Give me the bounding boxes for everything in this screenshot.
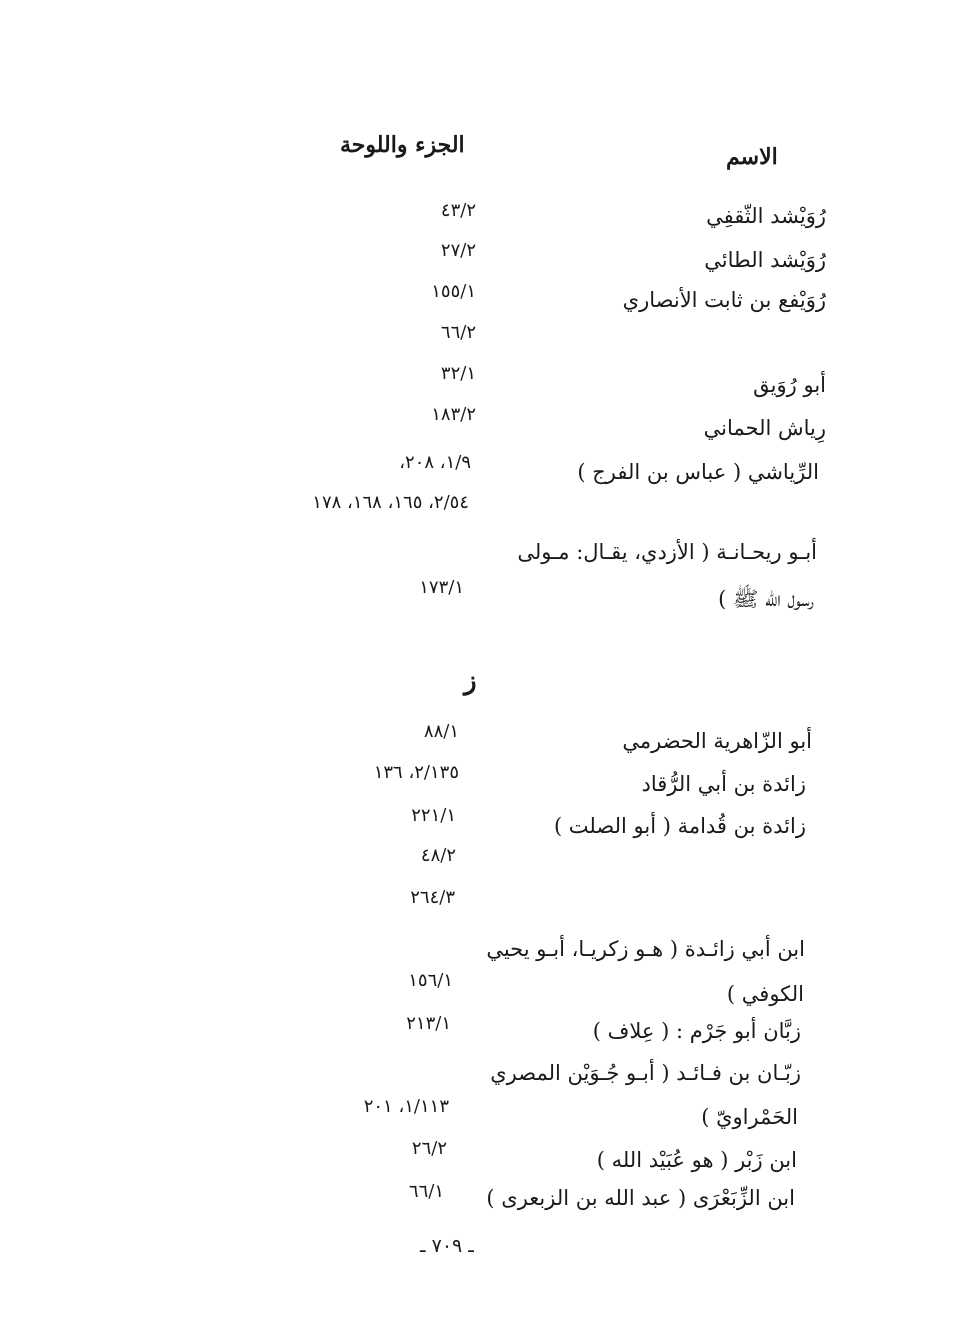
entry-ref: ١/١١٣، ٢٠١	[363, 1096, 449, 1117]
column-header-name: الاسم	[726, 144, 778, 170]
entry-ref: ١٧٣/١	[419, 577, 464, 598]
entry-ref: ٢٦/٢	[411, 1138, 447, 1159]
entry-ref: ١٨٣/٢	[431, 404, 476, 425]
entry-ref: ٣٢/١	[440, 363, 476, 384]
entry-ref: ٦٦/٢	[440, 322, 476, 343]
entry-ref: ٢/١٣٥، ١٣٦	[373, 762, 459, 783]
entry-name: رُوَيْفع بن ثابت الأنصاري	[622, 288, 826, 312]
column-header-volume-plate: الجزء واللوحة	[340, 132, 465, 158]
page-number: ـ ٧٠٩ ـ	[420, 1235, 474, 1257]
entry-name: ابن الزِّبَعْرَى ( عبد الله بن الزبعرى )	[486, 1186, 795, 1210]
entry-ref: ٦٦/١	[408, 1181, 444, 1202]
entry-name: زبّـان بن فـائـد ( أبـو جُـوَيْن المصري	[490, 1061, 801, 1085]
entry-ref: ٤٣/٢	[440, 200, 476, 221]
entry-name: رُوَيْشد الطائي	[704, 248, 826, 272]
entry-ref: ٢٦٤/٣	[410, 887, 455, 908]
entry-name: الكوفي )	[726, 982, 804, 1006]
entry-name: الرِّياشي ( عباس بن الفرج )	[577, 460, 819, 484]
entry-name: أبو الزّاهرية الحضرمي	[622, 729, 812, 753]
entry-name: رِياش الحماني	[703, 416, 826, 440]
entry-ref: ٢٢١/١	[411, 805, 456, 826]
entry-name: ابن أبي زائـدة ( هـو زكريـا، أبـو يحيي	[486, 937, 805, 961]
entry-ref: ٢١٣/١	[406, 1013, 451, 1034]
entry-ref: ٢٧/٢	[440, 240, 476, 261]
entry-name: أبو رُوَيق	[753, 373, 826, 397]
section-letter: ز	[464, 666, 477, 696]
entry-ref: ٨٨/١	[423, 721, 459, 742]
entry-ref: ١٥٦/١	[408, 970, 453, 991]
entry-name: زائدة بن قُدامة ( أبو الصلت )	[553, 814, 806, 838]
entry-ref: ١٥٥/١	[431, 281, 476, 302]
entry-name: زبَّان أبو جَرْم : ( عِلاف )	[592, 1019, 801, 1043]
entry-ref: ٤٨/٢	[420, 845, 456, 866]
entry-name: رسول الله ﷺ )	[718, 587, 814, 611]
entry-name: الحَمْراويّ )	[701, 1105, 798, 1129]
entry-name: أبـو ريحـانـة ( الأزدي، يقـال: مـولى	[517, 540, 817, 564]
entry-name: ابن زَبْر ( هو عُبَيْد الله )	[596, 1148, 797, 1172]
entry-name: رُوَيْشد الثّقفِي	[706, 204, 826, 228]
entry-name: زائدة بن أبي الرُّقاد	[641, 772, 806, 796]
entry-ref: ٢/٥٤، ١٦٥، ١٦٨، ١٧٨	[312, 492, 469, 513]
entry-ref: ١/٩، ٢٠٨،	[399, 452, 471, 473]
